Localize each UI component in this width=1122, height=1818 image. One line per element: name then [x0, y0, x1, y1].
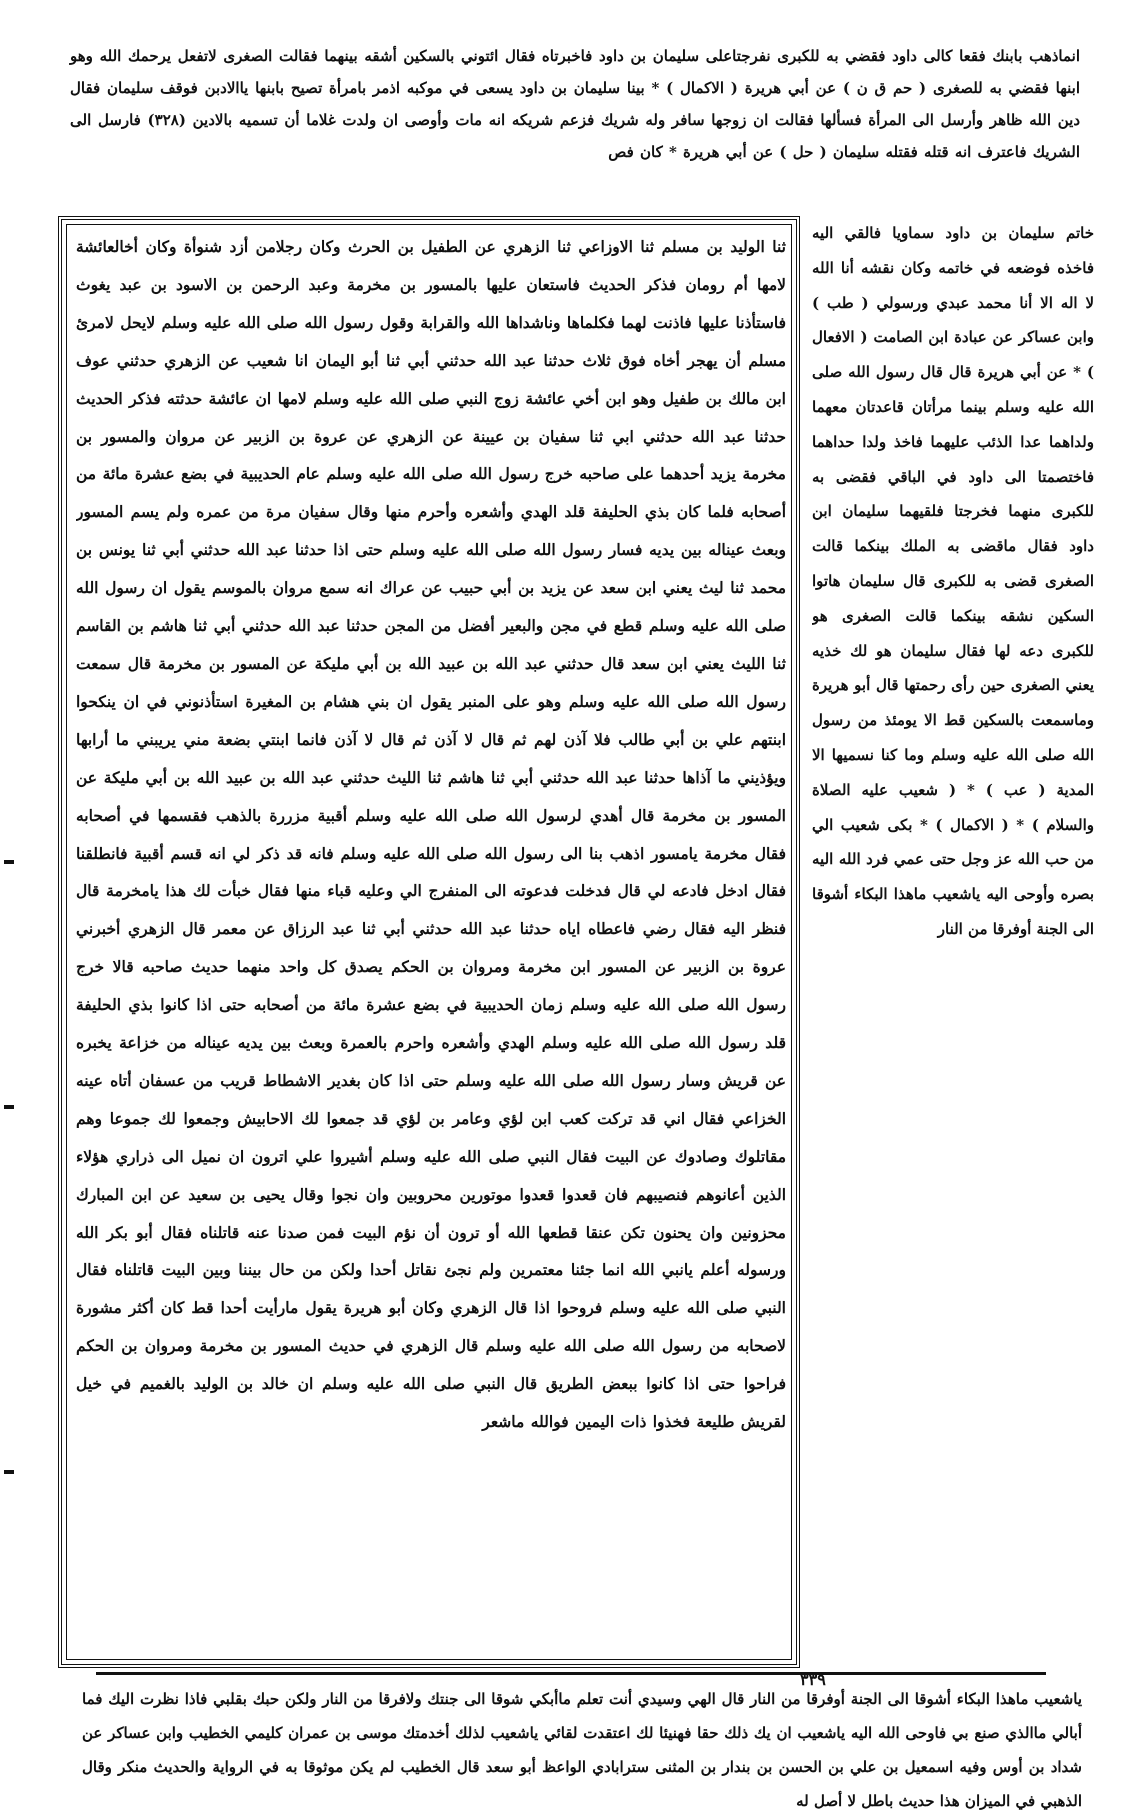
margin-mark: [4, 1470, 14, 1474]
page-number: ٣٣٩: [800, 1670, 826, 1689]
margin-mark: [4, 1105, 14, 1109]
main-column-text: ثنا الوليد بن مسلم ثنا الاوزاعي ثنا الزهري عن الطفيل بن الحرث وكان رجلامن أزد شنوأة وكان أخالعائشة لامها أم رومان فذكر الحديث فاستعان عليها بالمسور بن مخرمة وعبد الرحمن بن الاسود بن عبد يغوث فاستأذنا عليها فاذنت لهما فكلماها وناشداها الله والقرابة وقول رسول الله صلى الله عليه وسلم لايحل لامرئ مسلم أن يهجر أخاه فوق ثلاث حدثنا عبد الله حدثني أبي ثنا أبو اليمان انا شعيب عن الزهري حدثني عوف ابن مالك بن طفيل وهو ابن أخي عائشة زوج النبي صلى الله عليه وسلم لامها ان عائشة حدثته فذكر الحديث حدثنا عبد الله حدثني ابي ثنا سفيان بن عيينة عن الزهري عن عروة بن الزبير عن مروان والمسور بن مخرمة يزيد أحدهما على صاحبه خرج رسول الله صلى الله عليه وسلم عام الحديبية في بضع عشرة مائة من أصحابه فلما كان بذي الحليفة قلد الهدي وأشعره وأحرم منها وقال سفيان مرة من عمره ولم يسم المسور وبعث عيناله بين يديه فسار رسول الله صلى الله عليه وسلم حتى اذا حدثنا عبد الله حدثني أبي ثنا يونس بن محمد ثنا ليث يعني ابن سعد عن يزيد بن أبي حبيب عن عراك انه سمع مروان بالموسم يقول ان رسول الله صلى الله عليه وسلم قطع في مجن والبعير أفضل من المجن حدثنا عبد الله حدثني أبي ثنا هاشم بن القاسم ثنا الليث يعني ابن سعد قال حدثني عبد الله بن عبيد الله بن أبي مليكة عن المسور بن مخرمة قال سمعت رسول الله صلى الله عليه وسلم وهو على المنبر يقول ان بني هشام بن المغيرة استأذنوني في ان ينكحوا ابنتهم علي بن أبي طالب فلا آذن لهم ثم قال لا آذن ثم قال لا آذن فانما ابنتي بضعة مني يريبني ما أرابها ويؤذيني ما آذاها حدثنا عبد الله حدثني أبي ثنا هاشم ثنا الليث حدثني عبد الله بن عبيد الله بن أبي مليكة عن المسور بن مخرمة قال أهدي لرسول الله صلى الله عليه وسلم أقبية مزررة بالذهب فقسمها في أصحابه فقال مخرمة يامسور اذهب بنا الى رسول الله صلى الله عليه وسلم فانه قد ذكر لي انه قسم أقبية فانطلقنا فقال ادخل فادعه لي قال فدخلت فدعوته الى المنفرج الي وعليه قباء منها فقال خبأت لك هذا يامخرمة قال فنظر اليه فقال رضي فاعطاه اياه حدثنا عبد الله حدثني أبي ثنا عبد الرزاق عن معمر قال الزهري أخبرني عروة بن الزبير عن المسور ابن مخرمة ومروان بن الحكم يصدق كل واحد منهما حديث صاحبه قالا خرج رسول الله صلى الله عليه وسلم زمان الحديبية في بضع عشرة مائة من أصحابه حتى اذا كانوا بذي الحليفة قلد رسول الله صلى الله عليه وسلم الهدي وأشعره واحرم بالعمرة وبعث بين يديه عيناله من خزاعة يخبره عن قريش وسار رسول الله صلى الله عليه وسلم حتى اذا كان بغدير الاشطاط قريب من عسفان أتاه عينه الخزاعي فقال اني قد تركت كعب ابن لؤي وعامر بن لؤي قد جمعوا لك الاحابيش وجمعوا لك جموعا وهم مقاتلوك وصادوك عن البيت فقال النبي صلى الله عليه وسلم أشيروا علي اترون ان نميل الى ذراري هؤلاء الذين أعانوهم فنصيبهم فان قعدوا قعدوا موتورين محروبين وان نجوا وقال يحيى بن سعيد عن ابن المبارك محزونين وان يحنون تكن عنقا قطعها الله أو ترون أن نؤم البيت فمن صدنا عنه قاتلناه فقال أبو بكر الله ورسوله أعلم يانبي الله انما جئنا معتمرين ولم نجئ نقاتل أحدا ولكن من حال بيننا وبين البيت قاتلناه فقال النبي صلى الله عليه وسلم فروحوا اذا قال الزهري وكان أبو هريرة يقول مارأيت أحدا قط كان أكثر مشورة لاصحابه من رسول الله صلى الله عليه وسلم قال الزهري في حديث المسور بن مخرمة ومروان بن الحكم فراحوا حتى اذا كانوا ببعض الطريق قال النبي صلى الله عليه وسلم ان خالد بن الوليد بالغميم في خيل لقريش طليعة فخذوا ذات اليمين فوالله ماشعر: [76, 237, 786, 1432]
top-paragraph: انماذهب بابنك فقعا كالى داود فقضي به للكبرى نفرجتاعلى سليمان بن داود فاخبرتاه فقال ائتوني بالسكين أشقه بينهما فقالت الصغرى لاتفعل يرحمك الله وهو ابنها فقضي به للصغرى ( حم ق ن ) عن أبي هريرة ( الاكمال ) * بينا سليمان بن داود يسعى في موكبه اذمر بامرأة تصيح بابنها ياالادبن فوقف سليمان فقال دين الله ظاهر وأرسل الى المرأة فسألها فقالت ان زوجها سافر وله شريك فزعم شريكه انه مات وأوصى ان ولدت غلاما أن تسميه بالادين (٣٢٨) فارسل الى الشريك فاعترف انه قتله فقتله سليمان ( حل ) عن أبي هريرة * كان فص: [70, 47, 1080, 161]
bottom-paragraph: ياشعيب ماهذا البكاء أشوقا الى الجنة أوفرقا من النار قال الهي وسيدي أنت تعلم ماأبكي شوقا الى جنتك ولافرقا من النار ولكن حبك بقلبي فاذا نظرت اليك فما أبالي ماالذي صنع بي فاوحى الله اليه ياشعيب ان يك ذلك حقا فهنيئا لك اعتقدت لقائي ياشعيب لذلك أخدمتك موسى بن عمران كليمي الخطيب وابن عساكر عن شداد بن أوس وفيه اسمعيل بن علي بن الحسن بن بندار بن المثنى سترابادي الواعظ أبو سعد قال الخطيب لم يكن موثوقا به في الرواية والحديث منكر وقال الذهبي في الميزان هذا حديث باطل لا أصل له: [82, 1690, 1082, 1810]
bottom-divider: [96, 1672, 1046, 1675]
side-column-text: خاتم سليمان بن داود سماويا فالقي اليه فاخذه فوضعه في خاتمه وكان نقشه أنا الله لا اله الا أنا محمد عبدي ورسولي ( طب ) وابن عساكر عن عبادة ابن الصامت ( الافعال ) * عن أبي هريرة قال قال رسول الله صلى الله عليه وسلم بينما مرأتان قاعدتان معهما ولداهما عدا الذئب عليهما فاخذ ولدا حداهما فاختصمتا الى داود في الباقي فقضى به للكبرى منهما فخرجتا فلقيهما سليمان ابن داود فقال ماقضى به الملك بينكما قالت الصغرى قضى به للكبرى قال سليمان هاتوا السكين نشقه بينكما قالت الصغرى هو للكبرى دعه لها فقال سليمان هو لك خذيه يعني الصغرى حين رأى رحمتها قال أبو هريرة وماسمعت بالسكين قط الا يومئذ من رسول الله صلى الله عليه وسلم وما كنا نسميها الا المدية ( عب ) * ( شعيب عليه الصلاة والسلام ) * ( الاكمال ) * بكى شعيب الي من حب الله عز وجل حتى عمي فرد الله اليه بصره وأوحى اليه ياشعيب ماهذا البكاء أشوقا الى الجنة أوفرقا من النار: [812, 224, 1094, 938]
margin-mark: [4, 860, 14, 864]
